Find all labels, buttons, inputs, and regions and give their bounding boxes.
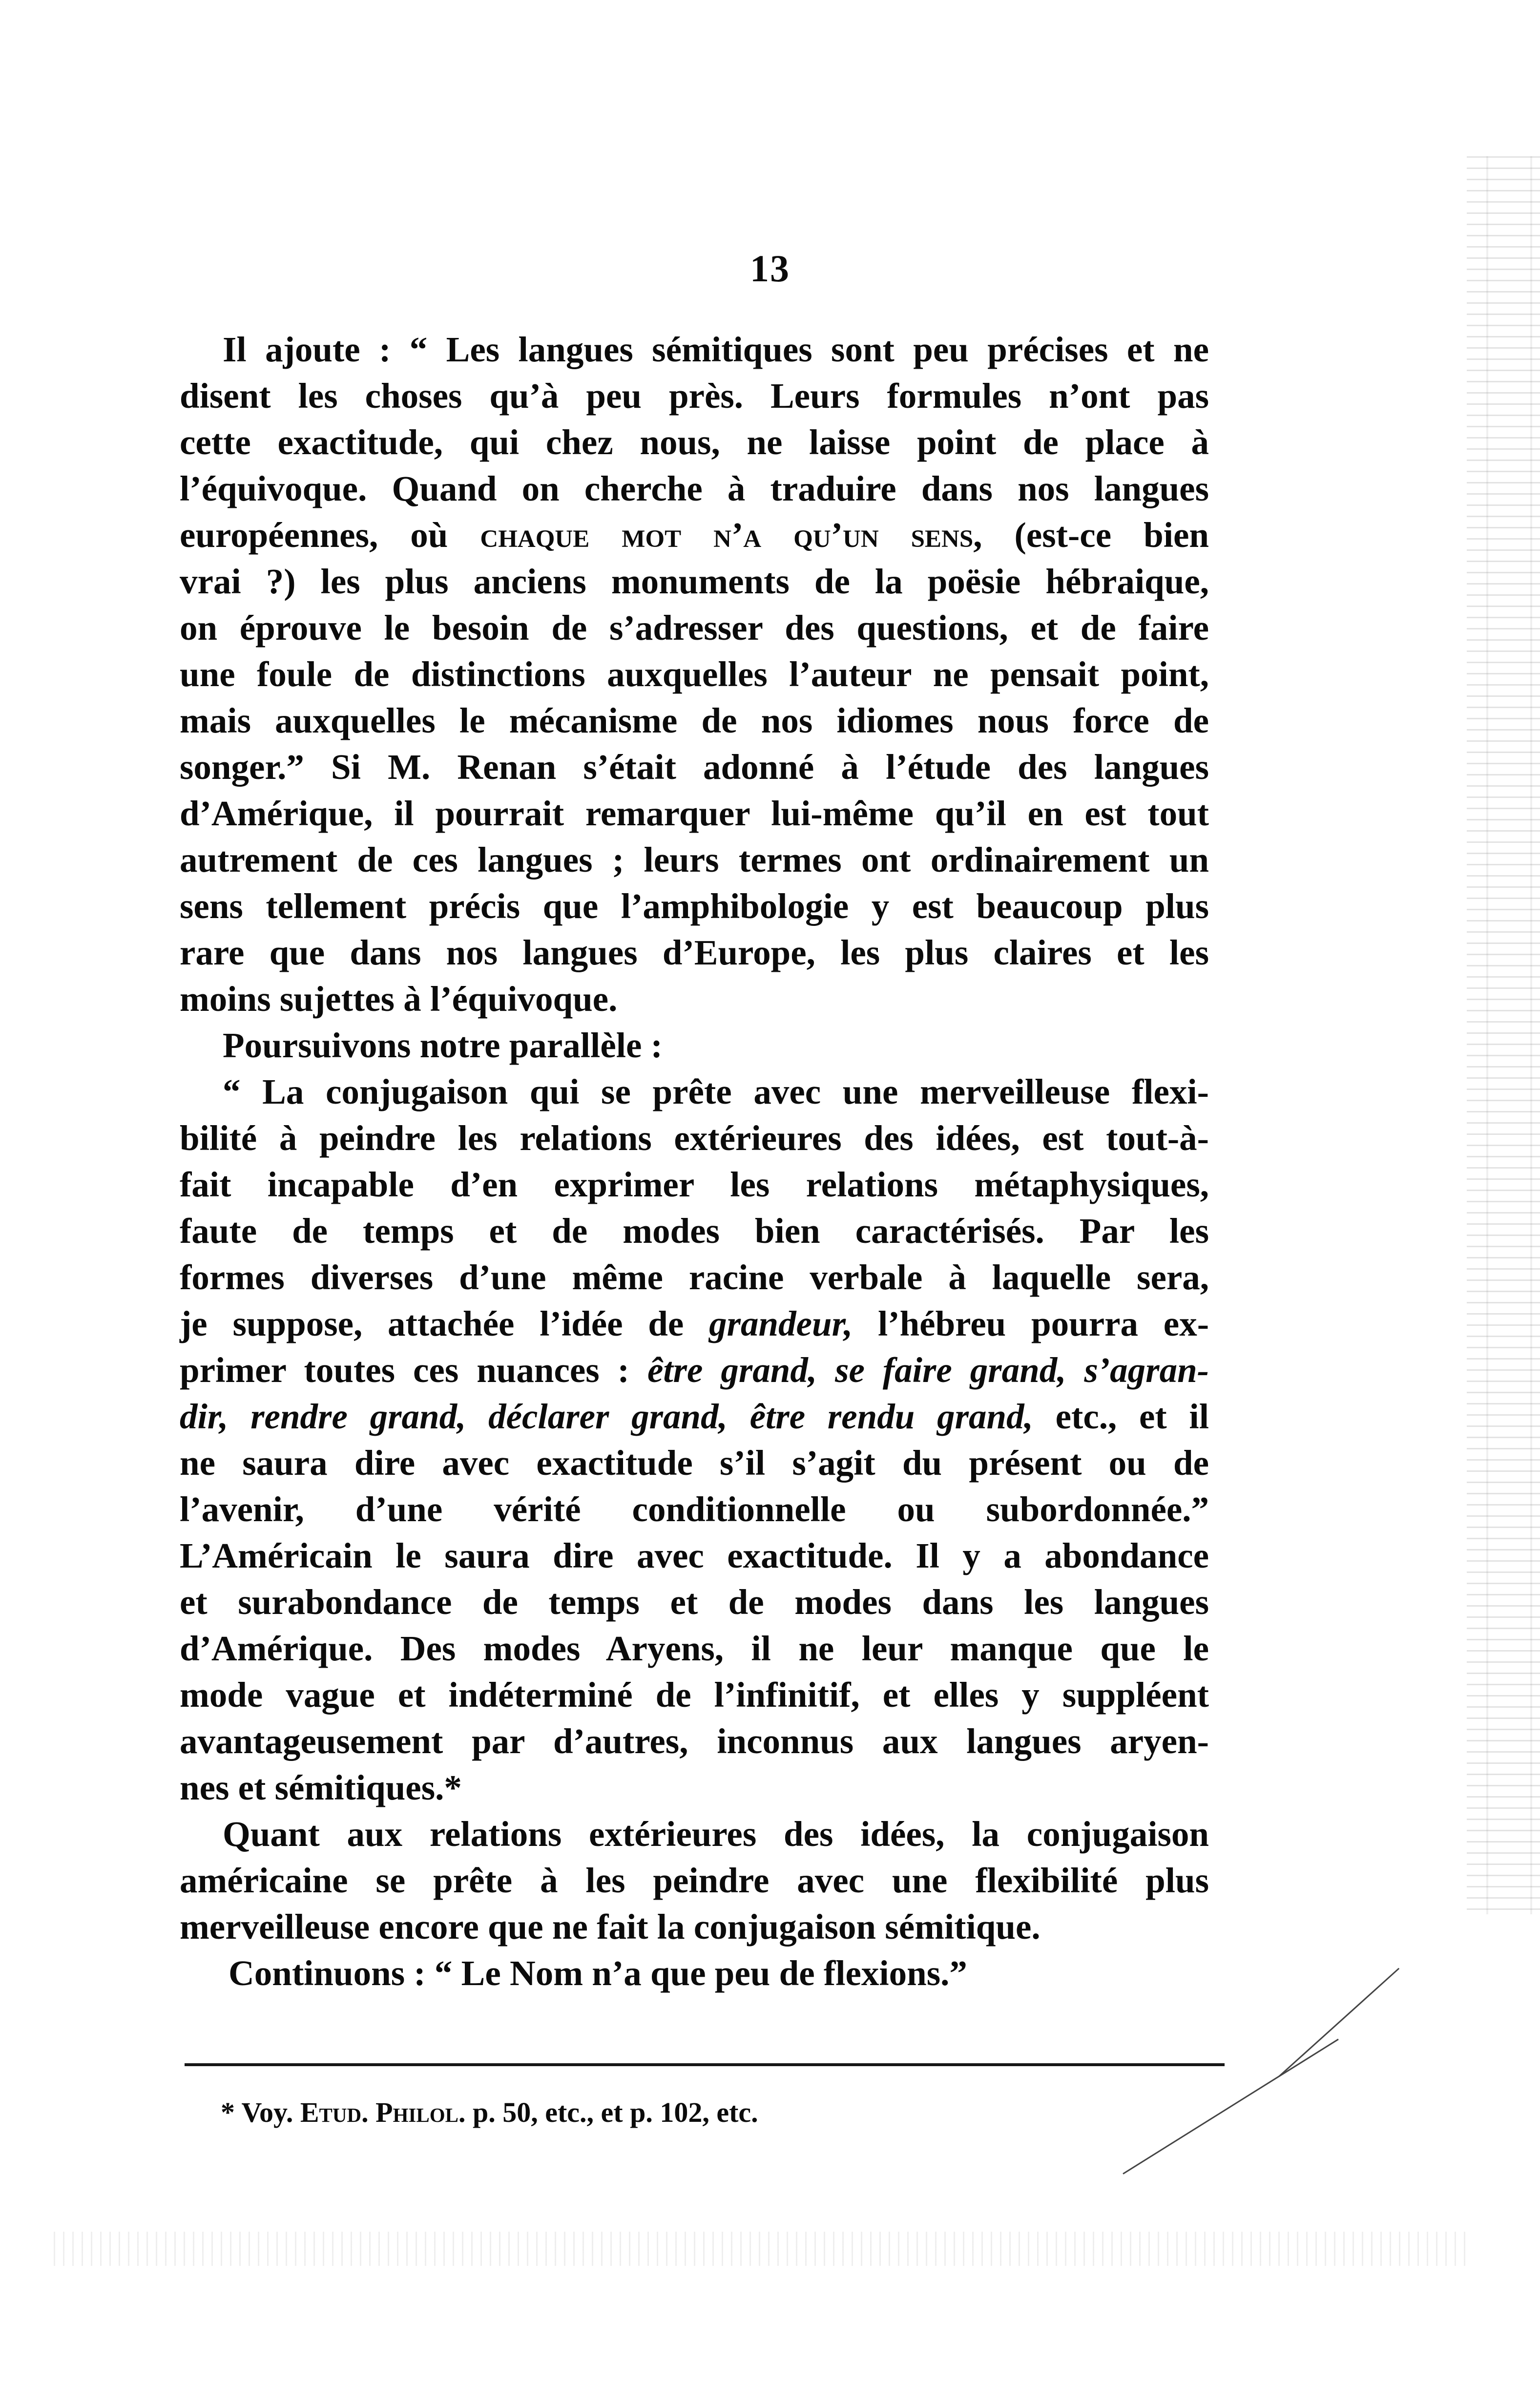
page-number: 13 bbox=[750, 247, 790, 290]
footnote-text: p. 50, etc., et p. 102, etc. bbox=[465, 2096, 758, 2128]
text-line: Il ajoute : “ Les langues sémitiques sont peu précises et ne bbox=[223, 330, 1209, 369]
text-line: mais auxquelles le mécanisme de nos idiomes nous force de bbox=[180, 701, 1209, 740]
text-line: d’Amérique. Des modes Aryens, il ne leur manque que le bbox=[180, 1629, 1209, 1668]
text-line: formes diverses d’une même racine verbale à laquelle sera, bbox=[180, 1257, 1209, 1297]
text-line: mode vague et indéterminé de l’infinitif, et elles y suppléent bbox=[180, 1675, 1209, 1715]
text-line bbox=[180, 512, 1209, 558]
text-line: Poursuivons notre parallèle : bbox=[223, 1026, 663, 1065]
small-caps-phrase: chaque mot n’a qu’un sens bbox=[480, 515, 974, 555]
text-line: Quant aux relations extérieures des idées, la conjugaison bbox=[223, 1814, 1209, 1854]
text-line: merveilleuse encore que ne fait la conjugaison sémitique. bbox=[180, 1907, 1041, 1947]
text-segment: européennes, où bbox=[180, 515, 480, 555]
text-line: bilité à peindre les relations extérieures des idées, est tout-à- bbox=[180, 1118, 1209, 1158]
text-line: rare que dans nos langues d’Europe, les plus claires et les bbox=[180, 933, 1209, 972]
scan-bottom-artifact bbox=[54, 2232, 1470, 2266]
text-line: disent les choses qu’à peu près. Leurs formules n’ont pas bbox=[180, 376, 1209, 416]
text-line bbox=[180, 1393, 1209, 1440]
text-line: vrai ?) les plus anciens monuments de la poësie hébraique, bbox=[180, 562, 1209, 601]
text-line bbox=[180, 1347, 1209, 1393]
italic-phrase: être grand, se faire grand, s’agran- bbox=[647, 1350, 1209, 1390]
footnote-divider bbox=[185, 2063, 1225, 2066]
text-segment: je suppose, attachée l’idée de bbox=[180, 1304, 709, 1343]
scan-stroke-artifact bbox=[1123, 2039, 1339, 2175]
text-line: ne saura dire avec exactitude s’il s’agit du présent ou de bbox=[180, 1443, 1209, 1483]
text-line: avantageusement par d’autres, inconnus aux langues aryen- bbox=[180, 1721, 1209, 1761]
text-line: L’Américain le saura dire avec exactitude. Il y a abondance bbox=[180, 1536, 1209, 1575]
text-line: moins sujettes à l’équivoque. bbox=[180, 979, 618, 1019]
scan-stroke-artifact bbox=[1279, 1968, 1399, 2077]
text-line: songer.” Si M. Renan s’était adonné à l’étude des langues bbox=[180, 747, 1209, 787]
text-line: Continuons : “ Le Nom n’a que peu de flexions.” bbox=[229, 1953, 967, 1993]
text-line: faute de temps et de modes bien caractérisés. Par les bbox=[180, 1211, 1209, 1251]
text-segment: , (est-ce bien bbox=[973, 515, 1209, 555]
text-line: une foule de distinctions auxquelles l’auteur ne pensait point, bbox=[180, 654, 1209, 694]
italic-phrase: dir, rendre grand, déclarer grand, être rendu grand, bbox=[180, 1397, 1033, 1436]
text-line bbox=[180, 1300, 1209, 1347]
text-line: fait incapable d’en exprimer les relations métaphysiques, bbox=[180, 1165, 1209, 1204]
footnote-reference: Etud. Philol. bbox=[300, 2096, 466, 2128]
text-line: d’Amérique, il pourrait remarquer lui-même qu’il en est tout bbox=[180, 794, 1209, 833]
text-line: l’avenir, d’une vérité conditionnelle ou subordonnée.” bbox=[180, 1489, 1209, 1529]
footnote bbox=[221, 2096, 758, 2129]
body-text bbox=[180, 326, 1209, 1996]
scan-edge-artifact bbox=[1467, 156, 1540, 1914]
text-line: sens tellement précis que l’amphibologie y est beaucoup plus bbox=[180, 886, 1209, 926]
text-line: “ La conjugaison qui se prête avec une merveilleuse flexi- bbox=[223, 1072, 1209, 1111]
text-line: nes et sémitiques.* bbox=[180, 1768, 462, 1807]
text-line: autrement de ces langues ; leurs termes ont ordinairement un bbox=[180, 840, 1209, 879]
text-line: américaine se prête à les peindre avec une flexibilité plus bbox=[180, 1861, 1209, 1900]
text-segment: primer toutes ces nuances : bbox=[180, 1350, 647, 1390]
text-segment: l’hébreu pourra ex- bbox=[853, 1304, 1209, 1343]
text-line: et surabondance de temps et de modes dans les langues bbox=[180, 1582, 1209, 1622]
text-line: on éprouve le besoin de s’adresser des questions, et de faire bbox=[180, 608, 1209, 648]
italic-phrase: grandeur, bbox=[709, 1304, 853, 1343]
text-line: cette exactitude, qui chez nous, ne laisse point de place à bbox=[180, 422, 1209, 462]
footnote-text: * Voy. bbox=[221, 2096, 300, 2128]
text-line: l’équivoque. Quand on cherche à traduire dans nos langues bbox=[180, 469, 1209, 508]
text-segment: etc., et il bbox=[1033, 1397, 1209, 1436]
